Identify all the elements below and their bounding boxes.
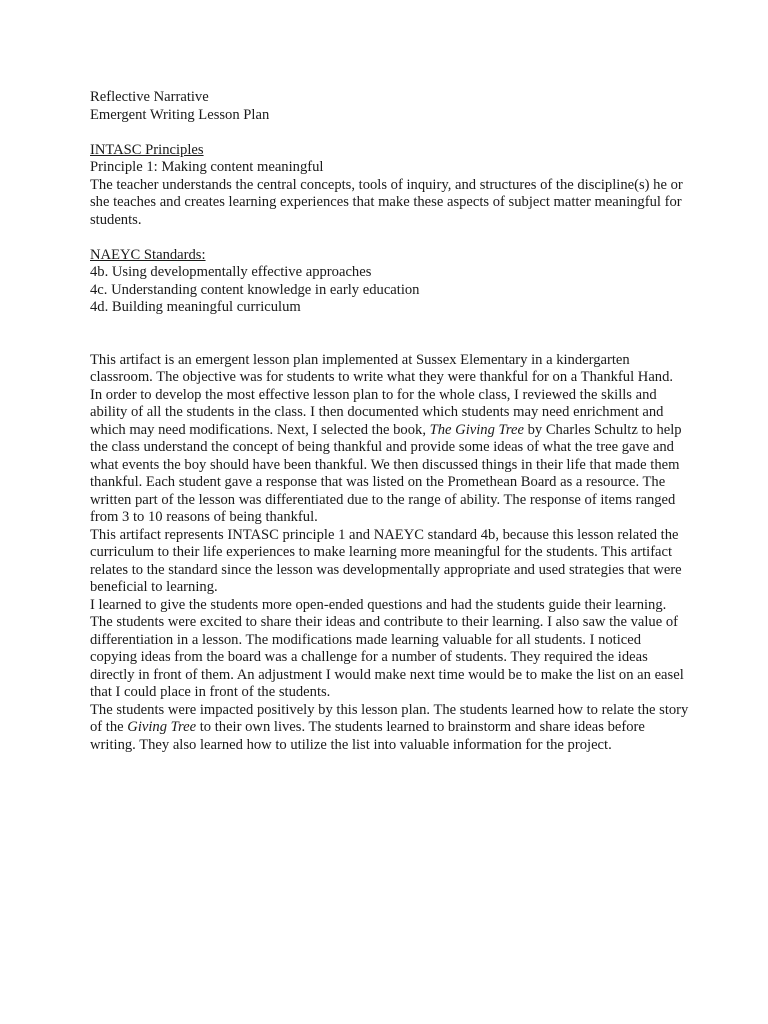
paragraph-text: to their own lives. The students learned to brainstorm and share ideas before writing. They also learned how to utilize the list into valuable information for the project.	[90, 719, 645, 753]
intasc-heading: INTASC Principles	[90, 141, 204, 158]
naeyc-item: 4b. Using developmentally effective approaches	[90, 264, 372, 280]
intasc-section	[90, 142, 690, 230]
paragraph-text: by Charles Schultz to help the class understand the concept of being thankful and provide some ideas of what the tree gave and what events the boy should have been thankful. We then discussed things in their life that made them thankful. Each student gave a response that was listed on the Promethean Board as a resource. The written part of the lesson was differentiated due to the range of ability. The response of items ranged from 3 to 10 reasons of being thankful.	[90, 421, 682, 525]
naeyc-heading: NAEYC Standards:	[90, 246, 206, 263]
intasc-principle: Principle 1: Making content meaningful	[90, 159, 324, 175]
naeyc-item: 4d. Building meaningful curriculum	[90, 299, 301, 315]
paragraph-text: The students were impacted positively by this lesson plan. The students learned how to relate the story of the	[90, 701, 689, 735]
book-title: Giving Tree	[127, 719, 197, 735]
document-body	[90, 89, 690, 754]
paragraph-reflection: I learned to give the students more open-ended questions and had the students guide their learning. The students were excited to share their ideas and contribute to their learning. I also saw the value of differentiation in a lesson. The modifications made learning valuable for all students. I noticed copying ideas from the board was a challenge for a number of students. They required the ideas directly in front of them. An adjustment I would make next time would be to make the list on an easel that I could place in front of the students.	[90, 596, 684, 700]
paragraph-impact	[90, 702, 690, 755]
naeyc-item: 4c. Understanding content knowledge in early education	[90, 281, 420, 298]
paragraph-lesson-development	[90, 387, 690, 527]
document-header	[90, 89, 690, 124]
paragraph-text: In order to develop the most effective lesson plan to for the whole class, I reviewed the skills and ability of all the students in the class. I then documented which students may need enrichment and which may need modifications. Next, I selected the book,	[90, 386, 664, 438]
header-title: Reflective Narrative	[90, 89, 209, 105]
naeyc-section	[90, 247, 690, 317]
paragraph-artifact-description: This artifact is an emergent lesson plan implemented at Sussex Elementary in a kindergarten classroom. The objective was for students to write what they were thankful for on a Thankful Hand.	[90, 351, 674, 385]
intasc-description: The teacher understands the central concepts, tools of inquiry, and structures of the discipline(s) he or she teaches and creates learning experiences that make these aspects of subject matter meaningful for students.	[90, 176, 683, 228]
book-title: The Giving Tree	[429, 421, 524, 438]
paragraph-standards-alignment: This artifact represents INTASC principle 1 and NAEYC standard 4b, because this lesson related the curriculum to their life experiences to make learning more meaningful for the students. This artifact relates to the standard since the lesson was developmentally appropriate and used strategies that were beneficial to learning.	[90, 526, 682, 595]
header-subtitle: Emergent Writing Lesson Plan	[90, 106, 270, 123]
